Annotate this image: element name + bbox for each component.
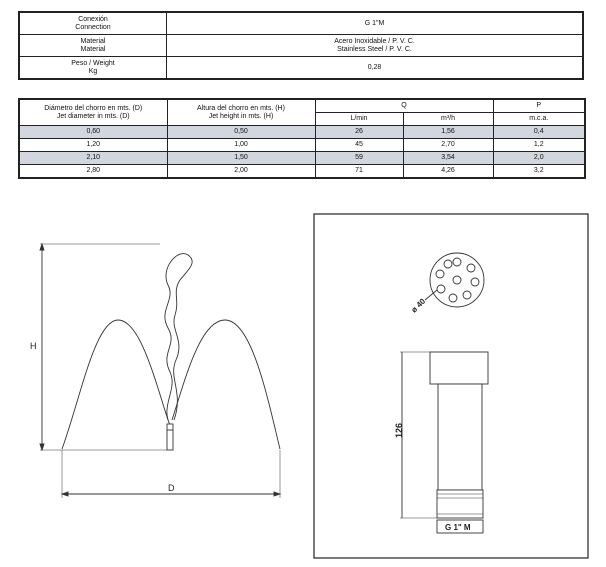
cell-h: 0,50 [167,126,315,139]
arrowhead-left [62,492,68,496]
nozzle-top-view [425,253,484,307]
length-label: 126 [394,422,404,438]
cell-mca: 3,2 [493,165,585,179]
cell-lmin: 45 [315,139,403,152]
thread-label: G 1" M [445,523,471,532]
material-value: Acero Inoxidable / P. V. C. Stainless Steel / P. V. C. [167,35,584,57]
face-diameter-label: ø 40 [409,296,428,315]
cell-lmin: 71 [315,165,403,179]
cell-m3h: 4,26 [403,165,493,179]
left-spray-arc [62,320,168,449]
cell-m3h: 1,56 [403,126,493,139]
right-spray-arc [172,320,280,449]
nozzle-body [438,384,482,490]
cell-d: 0,60 [19,126,167,139]
nozzle-hole [453,258,461,266]
weight-label: Peso / Weight Kg [19,57,167,80]
connection-label: Conexión Connection [19,12,167,35]
cell-m3h: 3,54 [403,152,493,165]
nozzle-hole [437,285,445,293]
nozzle-head [430,352,488,384]
cell-mca: 0,4 [493,126,585,139]
nozzle-side-view [400,352,488,518]
cell-mca: 1,2 [493,139,585,152]
cell-m3h: 2,70 [403,139,493,152]
nozzle [167,424,173,450]
nozzle-hole [467,264,475,272]
header-jet-height: Altura del chorro en mts. (H) Jet height in mts. (H) [167,99,315,126]
cell-h: 1,50 [167,152,315,165]
arrowhead-bottom [40,444,44,450]
nozzle-hole [463,291,471,299]
arrowhead-top [40,244,44,250]
cell-lmin: 26 [315,126,403,139]
unit-m3h: m³/h [403,113,493,126]
cell-d: 2,10 [19,152,167,165]
nozzle-hole [471,278,479,286]
cell-lmin: 59 [315,152,403,165]
height-label: H [30,341,37,351]
unit-mca: m.c.a. [493,113,585,126]
jet-spray-diagram [40,244,280,498]
nozzle-hole [436,270,444,278]
diameter-leader [425,290,437,300]
nozzle-hole [444,260,452,268]
header-jet-diameter: Diámetro del chorro en mts. (D) Jet diameter in mts. (D) [19,99,167,126]
cell-h: 1,00 [167,139,315,152]
weight-value: 0,28 [167,57,584,80]
material-label: Material Material [19,35,167,57]
diameter-label: D [168,483,175,493]
header-pressure: P [493,99,585,113]
header-flow: Q [315,99,493,113]
unit-lmin: L/min [315,113,403,126]
connection-value: G 1"M [167,12,584,35]
nozzle-hole [453,276,461,284]
cell-h: 2,00 [167,165,315,179]
nozzle-hole [449,294,457,302]
cell-d: 2,80 [19,165,167,179]
arrowhead-right [274,492,280,496]
cell-mca: 2,0 [493,152,585,165]
cell-d: 1,20 [19,139,167,152]
